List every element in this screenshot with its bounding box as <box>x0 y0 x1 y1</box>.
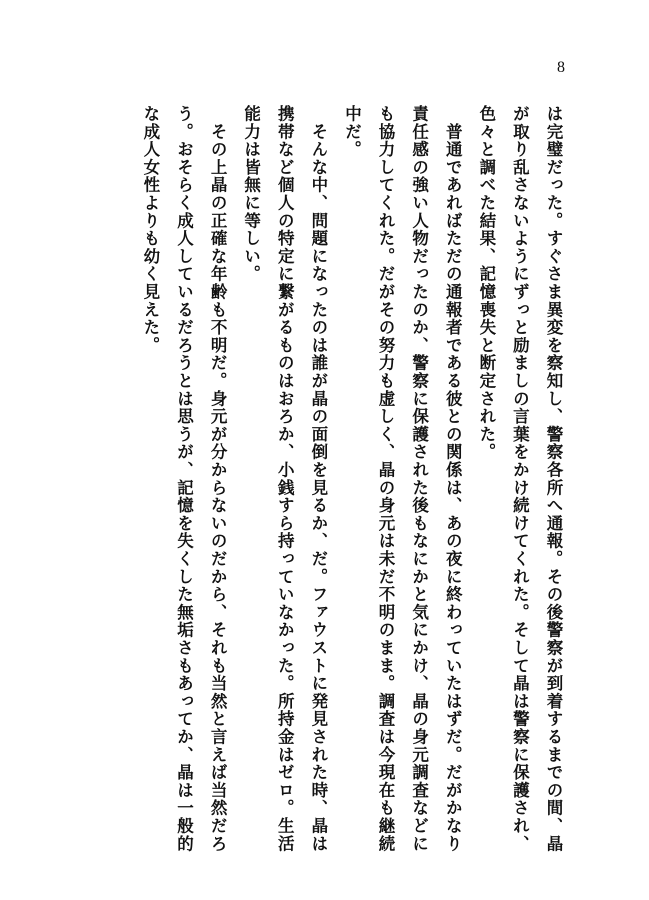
paragraph-4: その上晶の正確な年齢も不明だ。身元が分からないのだから、それも当然と言えば当然だろう。おそらく成人しているだろうとは思うが、記憶を失くした無垢さもあってか、晶は一般的な成人女性よりも幼く見えた。 <box>140 105 228 853</box>
body-text <box>130 105 570 865</box>
paragraph-1: は完璧だった。すぐさま異変を察知し、警察各所へ通報。その後警察が到着するまでの間、晶が取り乱さないようにずっと励ましの言葉をかけ続けてくれた。そして晶は警察に保護され、色々と調べた結果、記憶喪失と断定された。 <box>476 105 563 853</box>
page-number: 8 <box>557 59 565 76</box>
paragraph-3: そんな中、問題になったのは誰が晶の面倒を見るか、だ。ファウストに発見された時、晶は携帯など個人の特定に繋がるものはおろか、小銭すら持っていなかった。所持金はゼロ。生活能力は皆無に等しい。 <box>241 105 328 853</box>
paragraph-2: 普通であればただの通報者である彼との関係は、あの夜に終わっていたはずだ。だがかなり責任感の強い人物だったのか、警察に保護された後もなにかと気にかけ、晶の身元調査などにも協力してくれた。だがその努力も虚しく、晶の身元は未だ不明のまま。調査は今現在も継続中だ。 <box>342 105 463 853</box>
